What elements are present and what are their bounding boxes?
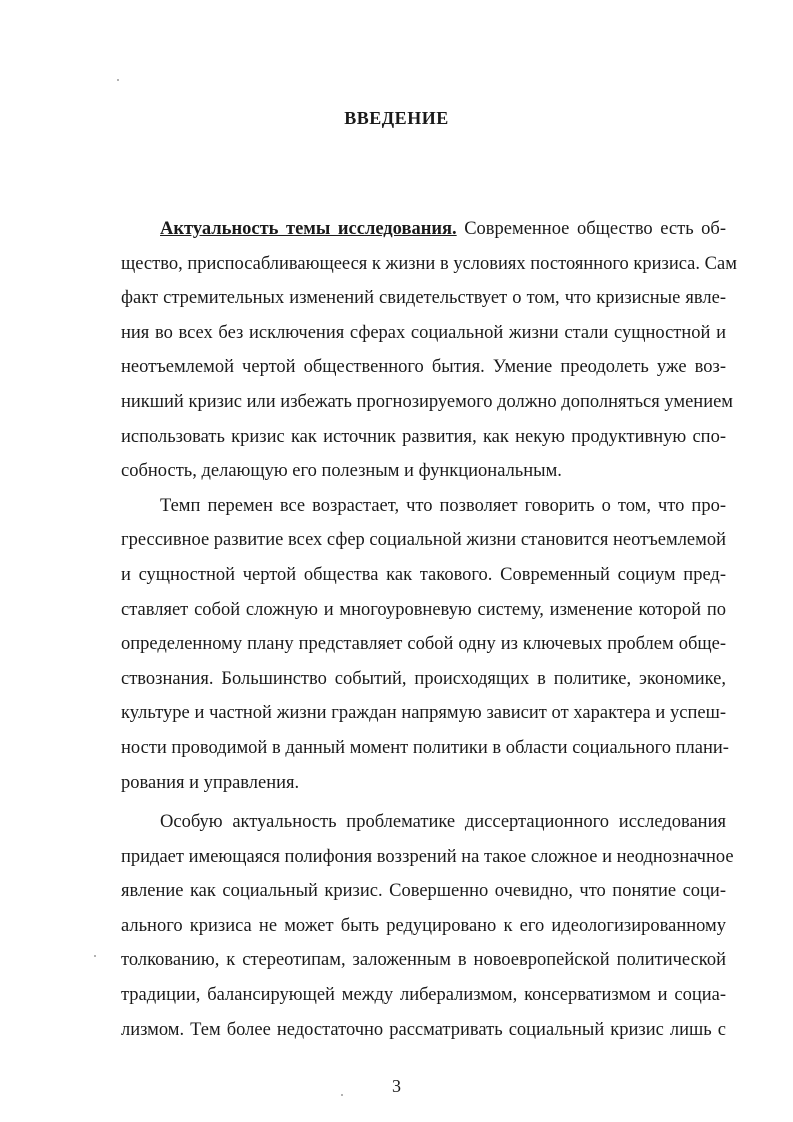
text-line: ности проводимой в данный момент политики в области социального плани-: [121, 737, 729, 758]
text-line: определенному плану представляет собой одну из ключевых проблем обще-: [121, 634, 726, 655]
text-line: грессивное развитие всех сфер социальной жизни становится неотъемлемой: [121, 530, 726, 551]
section-title: ВВЕДЕНИЕ: [344, 108, 449, 128]
text-line: толкованию, к стереотипам, заложенным в новоевропейской политической: [121, 950, 726, 971]
text-line: факт стремительных изменений свидетельствует о том, что кризисные явле-: [121, 288, 726, 309]
scan-speck: [341, 1094, 343, 1096]
page-number: 3: [392, 1076, 401, 1096]
text-line: использовать кризис как источник развития, как некую продуктивную спо-: [121, 426, 726, 447]
text-line: собность, делающую его полезным и функциональным.: [121, 461, 562, 482]
text-line: Особую актуальность проблематике диссертационного исследования: [160, 812, 726, 833]
text-line: ставляет собой сложную и многоуровневую систему, изменение которой по: [121, 599, 726, 620]
text-line: никший кризис или избежать прогнозируемого должно дополняться умением: [121, 391, 734, 412]
text-line: традиции, балансирующей между либерализмом, консерватизмом и социа-: [121, 985, 726, 1006]
text-line: ального кризиса не может быть редуцировано к его идеологизированному: [121, 915, 726, 936]
scan-speck: [94, 955, 96, 957]
text-line: культуре и частной жизни граждан напрямую зависит от характера и успеш-: [121, 703, 726, 724]
text-line: ствознания. Большинство событий, происходящих в политике, экономике,: [121, 668, 726, 689]
text-line: и сущностной чертой общества как такового. Современный социум пред-: [121, 564, 726, 585]
text-line: явление как социальный кризис. Совершенно очевидно, что понятие соци-: [121, 881, 726, 902]
scan-speck: [117, 79, 119, 81]
text-line: ния во всех без исключения сферах социальной жизни стали сущностной и: [121, 322, 726, 343]
text-line: придает имеющаяся полифония воззрений на такое сложное и неоднозначное: [121, 846, 734, 867]
section-heading-run: Актуальность темы исследования.: [160, 219, 457, 239]
text-line: лизмом. Тем более недостаточно рассматривать социальный кризис лишь с: [121, 1019, 726, 1040]
text-line: Темп перемен все возрастает, что позволяет говорить о том, что про-: [160, 495, 726, 516]
document-body: [121, 212, 737, 1047]
text-line: Актуальность темы исследования. Современное общество есть об-: [160, 219, 727, 239]
text-line: неотъемлемой чертой общественного бытия. Умение преодолеть уже воз-: [121, 357, 726, 378]
text-line: рования и управления.: [121, 772, 300, 793]
text-line: щество, приспосабливающееся к жизни в условиях постоянного кризиса. Сам: [121, 253, 737, 274]
